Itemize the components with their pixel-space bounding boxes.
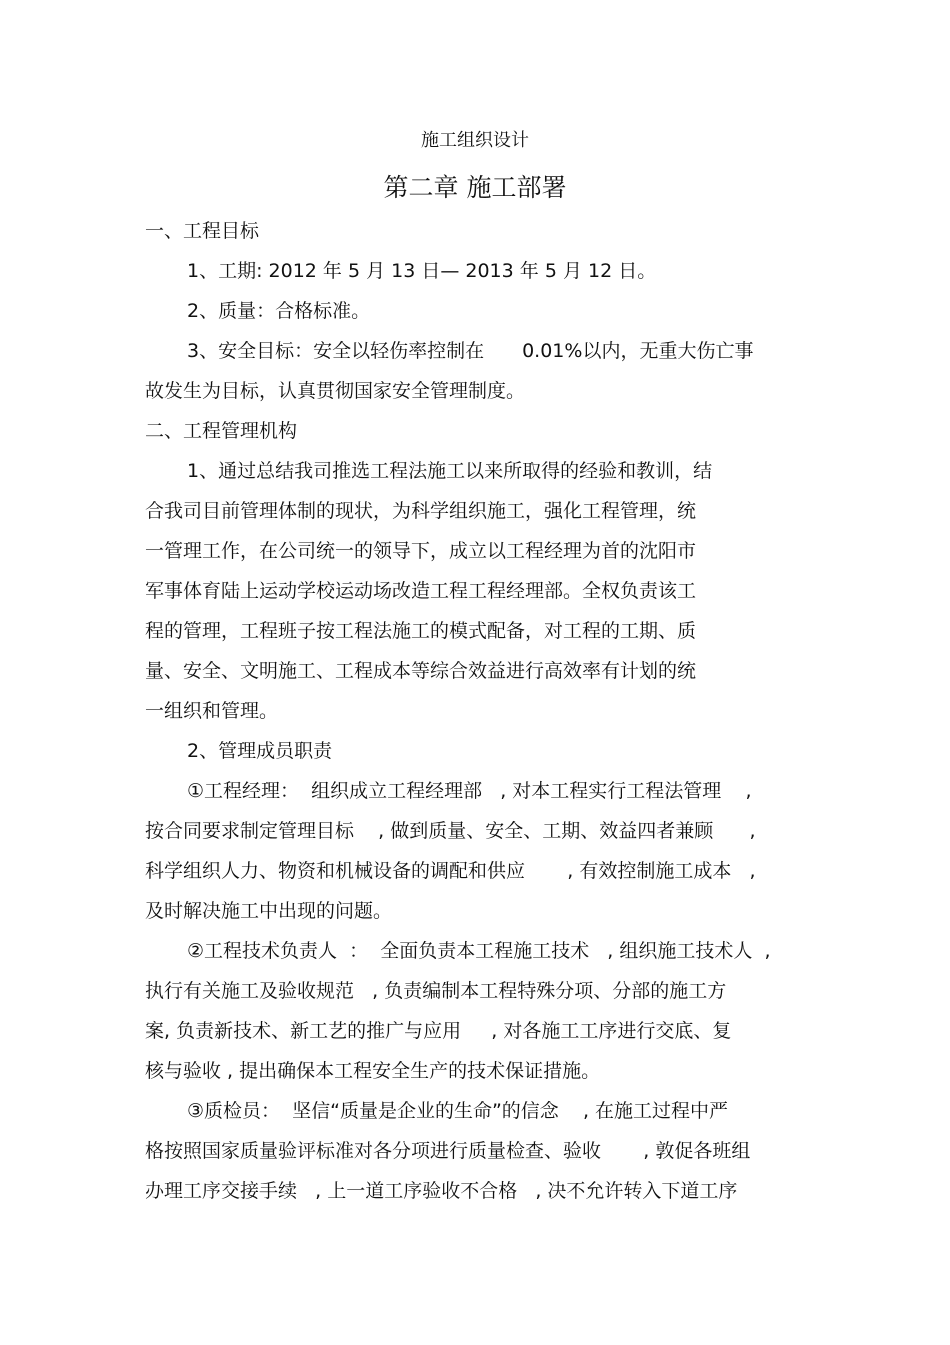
duty-quality-inspector-line: 办理工序交接手续 , 上一道工序验收不合格 , 决不允许转入下道工序 — [145, 1180, 738, 1202]
duty-technical-lead-line: 核与验收 , 提出确保本工程安全生产的技术保证措施。 — [145, 1060, 601, 1082]
duty-project-manager-line: 及时解决施工中出现的问题。 — [145, 900, 393, 922]
goal-safety-text-b: 0.01%以内，无重大伤亡事 — [522, 340, 754, 362]
goal-quality: 2、质量：合格标准。 — [187, 300, 371, 322]
duty-technical-lead-line: 案, 负责新技术、新工艺的推广与应用 , 对各施工工序进行交底、复 — [145, 1020, 732, 1042]
paragraph-line: 军事体育陆上运动学校运动场改造工程工程经理部。全权负责该工 — [145, 580, 697, 602]
duty-project-manager-line: ①工程经理： 组织成立工程经理部 , 对本工程实行工程法管理 , — [187, 780, 752, 802]
paragraph-line: 程的管理，工程班子按工程法施工的模式配备，对工程的工期、质 — [145, 620, 697, 642]
section-2-heading: 二、工程管理机构 — [145, 420, 298, 442]
duty-technical-lead-line: 执行有关施工及验收规范 , 负责编制本工程特殊分项、分部的施工方 — [145, 980, 727, 1002]
goal-schedule: 1、工期: 2012 年 5 月 13 日— 2013 年 5 月 12 日。 — [187, 260, 657, 282]
paragraph-line: 量、安全、文明施工、工程成本等综合效益进行高效率有计划的统 — [145, 660, 697, 682]
goal-safety-line-2: 故发生为目标，认真贯彻国家安全管理制度。 — [145, 380, 526, 402]
chapter-title: 第二章 施工部署 — [383, 173, 567, 202]
paragraph-line: 1、通过总结我司推选工程法施工以来所取得的经验和教训，结 — [187, 460, 713, 482]
section-1-heading: 一、工程目标 — [145, 220, 260, 242]
goal-safety-line-1 — [187, 338, 753, 364]
paragraph-line: 一管理工作，在公司统一的领导下，成立以工程经理为首的沈阳市 — [145, 540, 697, 562]
duty-project-manager-line: 科学组织人力、物资和机械设备的调配和供应 , 有效控制施工成本 , — [145, 860, 756, 882]
duty-project-manager-line: 按合同要求制定管理目标 , 做到质量、安全、工期、效益四者兼顾 , — [145, 820, 756, 842]
duties-heading: 2、管理成员职责 — [187, 740, 333, 762]
duty-technical-lead-line: ②工程技术负责人 ： 全面负责本工程施工技术 , 组织施工技术人 , — [187, 940, 771, 962]
paragraph-line: 一组织和管理。 — [145, 700, 279, 722]
duty-quality-inspector-line: 格按照国家质量验评标准对各分项进行质量检查、验收 , 敦促各班组 — [145, 1140, 751, 1162]
document-title: 施工组织设计 — [421, 130, 529, 151]
duty-quality-inspector-line: ③质检员： 坚信“质量是企业的生命”的信念 , 在施工过程中严 — [187, 1100, 729, 1122]
goal-safety-text-a: 3、安全目标：安全以轻伤率控制在 — [187, 340, 485, 362]
paragraph-line: 合我司目前管理体制的现状，为科学组织施工，强化工程管理，统 — [145, 500, 697, 522]
